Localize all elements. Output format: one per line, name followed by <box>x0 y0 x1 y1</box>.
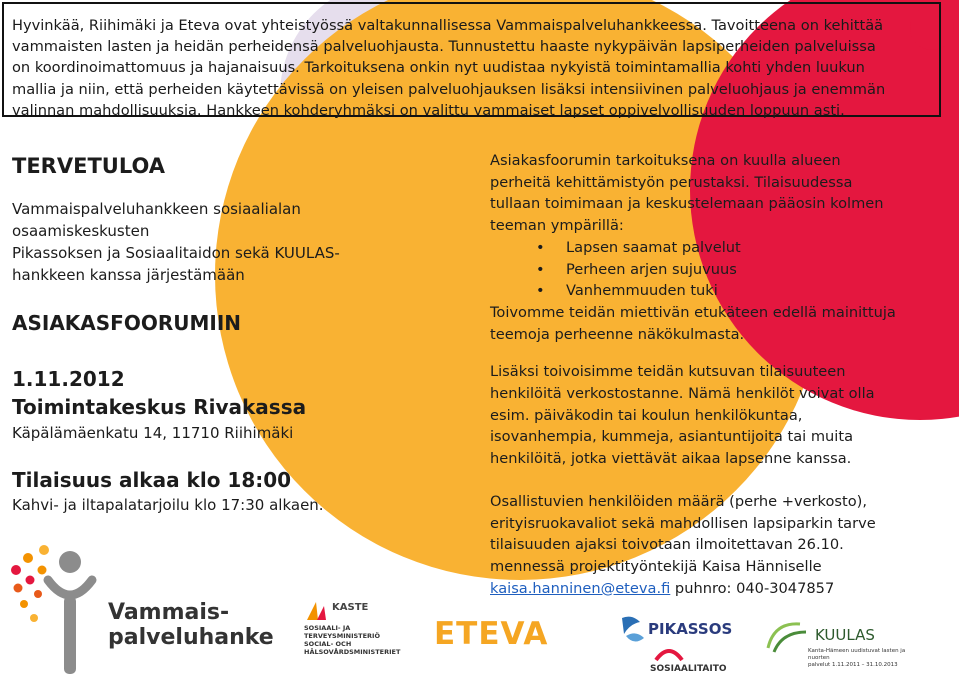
kuulas-subtitle-line: palvelut 1.11.2011 – 31.10.2013 <box>808 662 898 668</box>
purpose-line: teeman ympärillä: <box>490 217 624 235</box>
invite-line: isovanhempia, kummeja, asiantuntijoita tai muita <box>490 428 854 446</box>
purpose-line: perheitä kehittämistyön perustaksi. Tilaisuudessa <box>490 173 853 191</box>
kuulas-subtitle-line: Kanta-Hämeen uudistuvat lasten ja nuorten <box>808 648 906 661</box>
kaste-title: KASTE <box>332 602 369 613</box>
pikassos-logo <box>618 612 733 682</box>
reflection-line: teemoja perheenne näkökulmasta. <box>490 325 745 343</box>
kuulas-wordmark: KUULAS <box>815 626 875 644</box>
forum-title: ASIAKASFOORUMIIN <box>12 311 242 335</box>
vammaispalveluhanke-logo <box>8 540 274 690</box>
kaste-subtitle-line: SOCIAL- OCH HÄLSOVÅRDSMINISTERIET <box>304 640 401 656</box>
kuulas-swirl-icon <box>764 618 810 658</box>
event-date: 1.11.2012 <box>12 367 125 391</box>
organizer-line: hankkeen kanssa järjestämään <box>12 266 245 284</box>
kaste-logo <box>302 600 422 656</box>
registration-line: Osallistuvien henkilöiden määrä (perhe +verkosto), <box>490 492 868 510</box>
vammaispalveluhanke-wordmark <box>108 600 274 650</box>
wordmark-line: palveluhanke <box>108 625 274 650</box>
intro-line: on koordinoimattomuus ja hajanaisuus. Tarkoituksena onkin nyt uudistaa nykyistä toimintamallia kohti yhden luukun <box>12 59 865 77</box>
eteva-logo <box>434 616 584 652</box>
forum-details <box>490 150 935 599</box>
registration-line: erityisruokavaliot sekä mahdollisen lapsiparkin tarve <box>490 514 876 532</box>
registration-line: mennessä projektityöntekijä Kaisa Hänniselle <box>490 557 822 575</box>
phone-number: puhnro: 040-3047857 <box>670 579 835 597</box>
welcome-heading: TERVETULOA <box>12 154 165 178</box>
organizer-text <box>12 198 342 286</box>
event-venue: Toimintakeskus Rivakassa <box>12 395 307 419</box>
kuulas-logo <box>760 612 913 678</box>
organizer-line: Vammaispalveluhankkeen sosiaalialan <box>12 200 301 218</box>
reflection-line: Toivomme teidän miettivän etukäteen edellä mainittuja <box>490 303 896 321</box>
intro-line: mallia ja niin, että perheiden käytettävissä on yleisen palveluohjauksen lisäksi intensiivinen palveluohjaus ja enemmän <box>12 80 886 98</box>
theme-item: • Lapsen saamat palvelut <box>490 237 935 259</box>
event-info <box>12 152 342 516</box>
event-start-time: Tilaisuus alkaa klo 18:00 <box>12 468 292 492</box>
contact-line <box>490 578 935 600</box>
purpose-line: Asiakasfoorumin tarkoituksena on kuulla alueen <box>490 152 841 169</box>
pikassos-wordmark: PIKASSOS <box>648 620 733 638</box>
sosiaalitaito-wordmark: SOSIAALITAITO <box>650 664 727 674</box>
snack-info: Kahvi- ja iltapalatarjoilu klo 17:30 alkaen. <box>12 496 324 514</box>
intro-box <box>2 2 941 117</box>
invite-line: henkilöitä, jotka viettävät aikaa lapsenne kanssa. <box>490 450 852 468</box>
kaste-subtitle <box>304 624 422 656</box>
organizer-line: osaamiskeskusten <box>12 222 150 240</box>
email-link[interactable]: kaisa.hanninen@eteva.fi <box>490 579 671 597</box>
theme-item: • Vanhemmuuden tuki <box>490 280 935 302</box>
intro-line: Hyvinkää, Riihimäki ja Eteva ovat yhteistyössä valtakunnallisessa Vammaispalveluhankkeessa. Tavoitteena on kehittää <box>12 17 884 34</box>
invite-line: esim. päiväkodin tai koulun henkilökuntaa, <box>490 406 803 424</box>
kaste-subtitle-line: SOSIAALI- JA TERVEYSMINISTERIÖ <box>304 624 380 640</box>
sosiaalitaito-arc-icon <box>654 646 684 662</box>
organizer-line: Pikassoksen ja Sosiaalitaidon sekä KUULAS- <box>12 244 340 262</box>
registration-line: tilaisuuden ajaksi toivotaan ilmoitettavan 26.10. <box>490 536 844 554</box>
invite-line: Lisäksi toivoisimme teidän kutsuvan tilaisuuteen <box>490 363 846 381</box>
theme-item: • Perheen arjen sujuvuus <box>490 259 935 281</box>
event-address: Käpälämäenkatu 14, 11710 Riihimäki <box>12 424 294 442</box>
pikassos-mark-icon <box>618 614 646 648</box>
intro-line: vammaisten lasten ja heidän perheidensä palveluohjausta. Tunnustettu haaste nykypäivän lapsiperheiden palveluissa <box>12 38 876 56</box>
kaste-drop-icon <box>304 600 330 622</box>
eteva-wordmark: ETEVA <box>434 616 549 652</box>
wordmark-line: Vammais- <box>108 600 230 625</box>
figure-icon <box>8 540 108 690</box>
theme-list <box>490 237 935 302</box>
purpose-line: tullaan toimimaan ja keskustelemaan pääosin kolmen <box>490 195 884 213</box>
invite-line: henkilöitä verkostostanne. Nämä henkilöt voivat olla <box>490 385 875 403</box>
kuulas-subtitle <box>808 648 913 669</box>
intro-line: valinnan mahdollisuuksia. Hankkeen kohderyhmäksi on valittu vammaiset lapset oppivelvollisuuden loppuun asti. <box>12 101 845 119</box>
